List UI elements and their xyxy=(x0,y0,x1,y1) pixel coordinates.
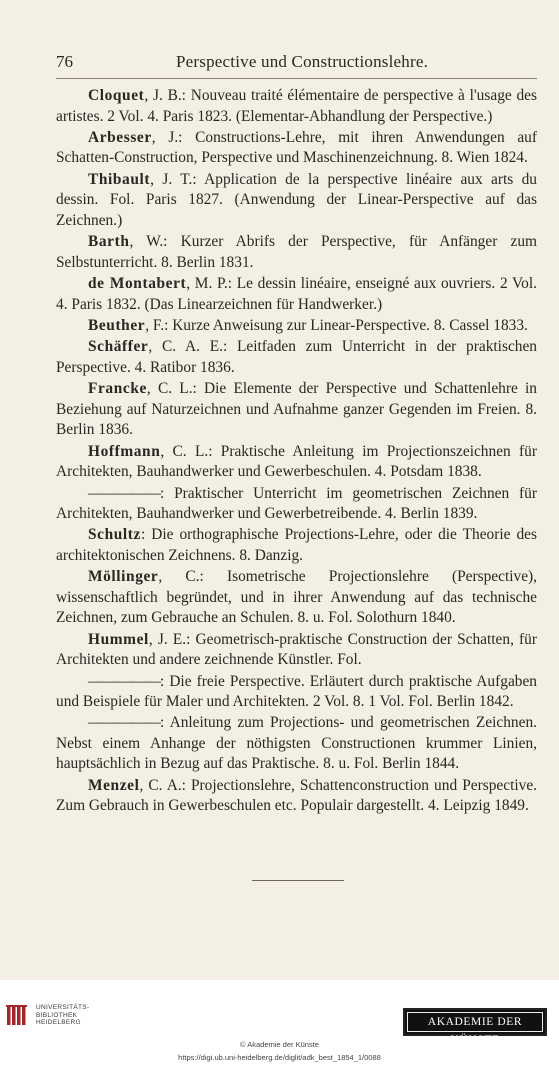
bibliography-entry xyxy=(56,337,537,378)
entry-text: , C. L.: Praktische Anleitung im Projectionszeichnen für Architekten, Bauhandwerker und Gewerbeschulen. 4. Potsdam 1838. xyxy=(56,442,537,481)
entry-author: Cloquet xyxy=(88,87,145,104)
entry-author: Arbesser xyxy=(88,128,152,146)
entry-text: : Die freie Perspective. Erläutert durch praktische Aufgaben und Beispiele für Maler und Architekten. 2 Vol. 8. 1 Vol. Fol. Berlin 1842. xyxy=(56,672,537,711)
entry-text: : Die orthographische Projections-Lehre, oder die Theorie des architektonischen Zeichnens. 8. Danzig. xyxy=(56,526,537,564)
entry-author: Möllinger xyxy=(88,568,159,586)
entry-text: , M. P.: Le dessin linéaire, enseigné aux ouvriers. 2 Vol. 4. Paris 1832. (Das Linearzeichnen für Handwerker.) xyxy=(56,275,538,313)
end-rule-divider xyxy=(252,880,344,881)
bibliography-entry xyxy=(56,316,537,337)
entry-text: , C.: Isometrische Projectionslehre (Perspective), wissenschaftlich begründet, und in ihrer Anwendung auf das technische Zeichnen, zum Gebrauche an Schulen. 8. u. Fol. Solothurn 1840. xyxy=(56,568,537,627)
entry-author: Schultz xyxy=(88,526,141,544)
bibliography-entry xyxy=(56,442,537,483)
bibliography-entry xyxy=(56,274,537,315)
entry-author: Schäffer xyxy=(88,338,149,356)
bibliography-entry xyxy=(56,525,537,566)
entry-author: Hoffmann xyxy=(88,442,161,460)
bibliography-entry xyxy=(56,484,537,525)
entry-text: : Anleitung zum Projections- und geometrischen Zeichnen. Nebst einem Anhange der nöthigsten Constructionen krummer Linien, hauptsächlich in Bezug auf das Praktische. 8. u. Fol. Berlin 1844. xyxy=(56,714,537,773)
bibliography-entry xyxy=(56,567,537,629)
entry-ditto-dash: ————— xyxy=(88,672,160,690)
page-number: 76 xyxy=(56,52,73,71)
entry-text: : Praktischer Unterricht im geometrischen Zeichnen für Architekten, Bauhandwerker und Gewerbetreibende. 4. Berlin 1839. xyxy=(56,484,537,523)
bibliography-entry xyxy=(56,170,537,232)
entry-author: de Montabert xyxy=(88,275,187,293)
bibliography-list xyxy=(56,86,537,818)
entry-text: , C. A.: Projectionslehre, Schattenconstruction und Perspective. Zum Gebrauch in Gewerbeschulen etc. Populair dargestellt. 4. Leipzig 1849. xyxy=(56,776,537,815)
library-emblem-icon xyxy=(6,1004,30,1028)
academy-logo[interactable] xyxy=(403,1008,547,1046)
copyright-notice: © Akademie der Künste xyxy=(240,1040,319,1049)
bibliography-entry xyxy=(56,232,537,273)
entry-author: Francke xyxy=(88,380,147,398)
bibliography-entry xyxy=(56,86,537,127)
entry-author: Barth xyxy=(88,233,130,251)
library-name-line: HEIDELBERG xyxy=(36,1019,81,1027)
entry-text: , W.: Kurzer Abrifs der Perspective, für Anfänger zum Selbstunterricht. 8. Berlin 1831. xyxy=(56,233,537,271)
entry-text: , F.: Kurze Anweisung zur Linear-Perspective. 8. Cassel 1833. xyxy=(145,316,528,334)
entry-text: , J. B.: Nouveau traité élémentaire de perspective à l'usage des artistes. 2 Vol. 4. Paris 1823. (Elementar-Abhandlung der Perspective.) xyxy=(56,87,537,125)
entry-text: , C. L.: Die Elemente der Perspective und Schattenlehre in Beziehung auf Naturzeichnen und Aufnahme ganzer Gegenden im Freien. 8. Berlin 1836. xyxy=(56,380,537,439)
entry-text: , J.: Constructions-Lehre, mit ihren Anwendungen auf Schatten-Construction, Perspective und Maschinenzeichnung. 8. Wien 1824. xyxy=(56,128,537,167)
university-library-logo[interactable] xyxy=(6,1002,136,1042)
bibliography-entry xyxy=(56,630,537,671)
bibliography-entry xyxy=(56,776,537,817)
viewer-footer xyxy=(0,980,559,1065)
bibliography-entry xyxy=(56,128,537,169)
page-header xyxy=(56,50,537,79)
entry-author: Menzel xyxy=(88,776,140,794)
entry-text: , J. T.: Application de la perspective linéaire aux arts du dessin. Fol. Paris 1827. (Anwendung der Linear-Perspective auf das Zeichnen.) xyxy=(56,170,537,229)
library-name-line: UNIVERSITÄTS- xyxy=(36,1004,90,1011)
running-title: Perspective und Constructionslehre. xyxy=(176,52,429,71)
entry-text: , J. E.: Geometrisch-praktische Construction der Schatten, für Architekten und andere zeichnende Künstler. Fol. xyxy=(56,630,537,669)
library-name xyxy=(36,1004,89,1027)
entry-author: Hummel xyxy=(88,630,149,648)
entry-text: , C. A. E.: Leitfaden zum Unterricht in der praktischen Perspective. 4. Ratibor 1836. xyxy=(56,338,537,376)
library-name-line: BIBLIOTHEK xyxy=(36,1011,78,1019)
source-url-link[interactable]: https://digi.ub.uni-heidelberg.de/diglit/adk_best_1854_1/0088 xyxy=(178,1053,381,1062)
academy-label: AKADEMIE DER KÜNSTE xyxy=(407,1012,543,1032)
entry-author: Thibault xyxy=(88,170,151,188)
bibliography-entry xyxy=(56,713,537,775)
bibliography-entry xyxy=(56,379,537,441)
bibliography-entry xyxy=(56,672,537,713)
entry-author: Beuther xyxy=(88,316,146,334)
entry-ditto-dash: ————— xyxy=(88,714,160,732)
entry-ditto-dash: ————— xyxy=(88,484,160,502)
